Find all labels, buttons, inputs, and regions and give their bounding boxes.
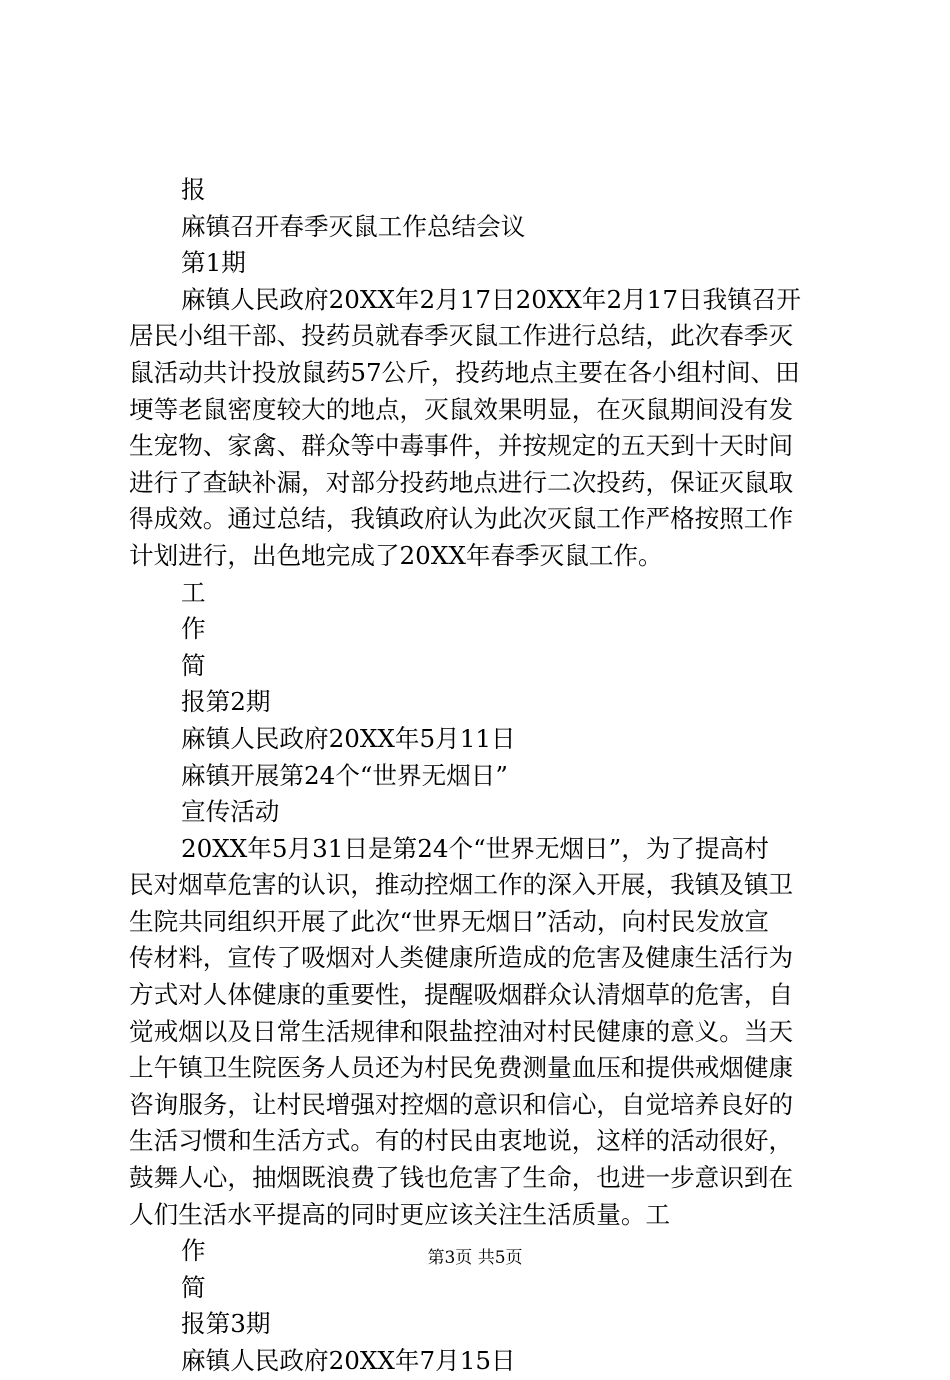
text-line: 宣传活动 [181,797,280,827]
text-line: 报第3期 [181,1309,271,1339]
text-line: 报第2期 [181,687,271,717]
text-line: 咨询服务，让村民增强对控烟的意识和信心，自觉培养良好的 [129,1089,794,1119]
text-line: 鼓舞人心，抽烟既浪费了钱也危害了生命，也进一步意识到在 [129,1163,794,1193]
text-line: 人们生活水平提高的同时更应该关注生活质量。工 [129,1199,671,1229]
text-line: 麻镇人民政府20XX年5月11日 [181,723,516,753]
text-line: 20XX年5月31日是第24个“世界无烟日”，为了提高村 [181,833,769,863]
text-line: 作 [181,1236,206,1266]
text-line: 作 [181,614,206,644]
text-line: 传材料，宣传了吸烟对人类健康所造成的危害及健康生活行为 [129,943,794,973]
text-line: 上午镇卫生院医务人员还为村民免费测量血压和提供戒烟健康 [129,1053,794,1083]
text-line: 工 [181,577,206,607]
text-line: 得成效。通过总结，我镇政府认为此次灭鼠工作严格按照工作 [129,504,794,534]
text-line: 鼠活动共计投放鼠药57公斤，投药地点主要在各小组村间、田 [129,357,800,387]
text-line: 民对烟草危害的认识，推动控烟工作的深入开展，我镇及镇卫 [129,870,794,900]
text-line: 埂等老鼠密度较大的地点，灭鼠效果明显，在灭鼠期间没有发 [129,394,794,424]
text-line: 简 [181,650,206,680]
text-line: 报 [181,175,206,204]
text-line: 麻镇人民政府20XX年7月15日 [181,1346,516,1375]
text-line: 简 [181,1272,206,1302]
text-line: 生宠物、家禽、群众等中毒事件，并按规定的五天到十天时间 [129,431,794,461]
document-body [129,172,831,1380]
text-line: 麻镇人民政府20XX年2月17日20XX年2月17日我镇召开 [181,284,802,314]
text-line: 生活习惯和生活方式。有的村民由衷地说，这样的活动很好， [129,1126,794,1156]
text-line: 觉戒烟以及日常生活规律和限盐控油对村民健康的意义。当天 [129,1016,794,1046]
text-line: 麻镇开展第24个“世界无烟日” [181,760,508,790]
text-line: 计划进行，出色地完成了20XX年春季灭鼠工作。 [129,540,663,570]
text-line: 第1期 [181,248,246,278]
text-line: 麻镇召开春季灭鼠工作总结会议 [181,211,526,241]
text-line: 进行了查缺补漏，对部分投药地点进行二次投药，保证灭鼠取 [129,467,794,497]
text-line: 居民小组干部、投药员就春季灭鼠工作进行总结，此次春季灭 [129,321,794,351]
text-line: 生院共同组织开展了此次“世界无烟日”活动，向村民发放宣 [129,906,769,936]
page-footer: 第3页 共5页 [427,1248,523,1268]
text-line: 方式对人体健康的重要性，提醒吸烟群众认清烟草的危害，自 [129,980,794,1010]
